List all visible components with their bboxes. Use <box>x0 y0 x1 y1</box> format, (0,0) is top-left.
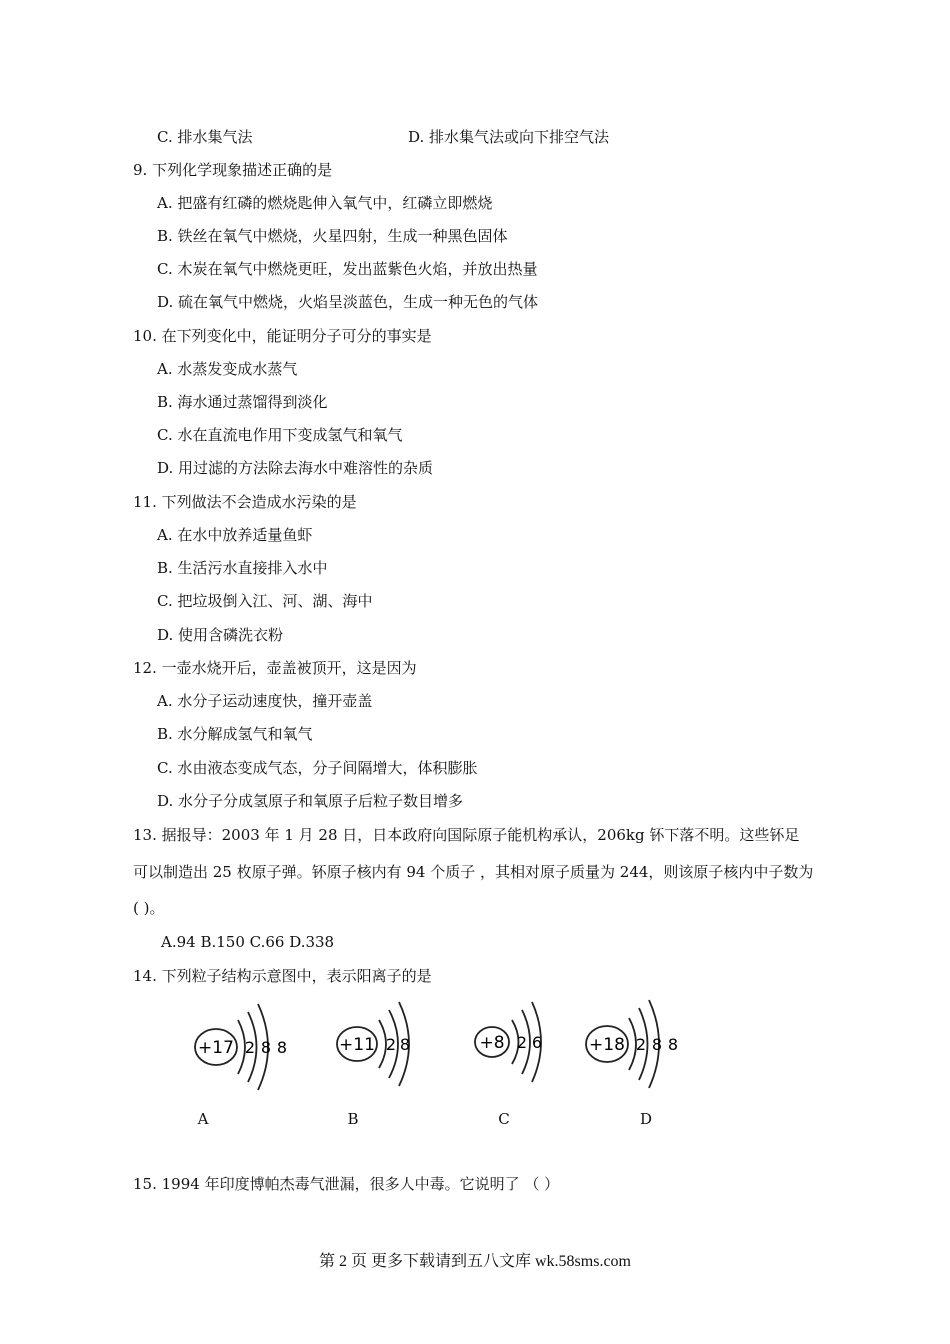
nucleus-charge-d: +18 <box>589 1035 625 1055</box>
shell-d-1: 2 <box>635 1035 647 1054</box>
nucleus-charge-b: +11 <box>339 1035 375 1055</box>
nucleus-charge-c: +8 <box>479 1033 505 1053</box>
q11-option-b: B. 生活污水直接排入水中 <box>157 559 328 577</box>
atom-diagram-a <box>190 998 290 1096</box>
atom-label-d: D <box>639 1110 653 1128</box>
atom-structure-diagrams <box>180 998 700 1098</box>
atom-label-a: A <box>197 1110 209 1128</box>
atom-diagram-c <box>472 998 572 1096</box>
question-13-line1: 13. 据报导：2003 年 1 月 28 日，日本政府向国际原子能机构承认，206kg 钚下落不明。这些钚足 <box>133 826 800 844</box>
q11-option-d: D. 使用含磷洗衣粉 <box>157 626 284 644</box>
question-13-line2: 可以制造出 25 枚原子弹。钚原子核内有 94 个质子 ，其相对原子质量为 244，则该原子核内中子数为 <box>133 863 814 881</box>
question-12: 12. 一壶水烧开后，壶盖被顶开，这是因为 <box>133 659 417 677</box>
q12-option-a: A. 水分子运动速度快，撞开壶盖 <box>157 692 373 710</box>
question-10: 10. 在下列变化中，能证明分子可分的事实是 <box>133 327 432 345</box>
q12-option-d: D. 水分子分成氢原子和氧原子后粒子数目增多 <box>157 792 464 810</box>
q9-option-b: B. 铁丝在氧气中燃烧，火星四射，生成一种黑色固体 <box>157 227 508 245</box>
q10-option-c: C. 水在直流电作用下变成氢气和氧气 <box>157 426 403 444</box>
shell-a-3: 8 <box>276 1038 288 1057</box>
q12-option-b: B. 水分解成氢气和氧气 <box>157 725 313 743</box>
q13-options: A.94 B.150 C.66 D.338 <box>161 933 335 951</box>
shell-d-2: 8 <box>651 1035 663 1054</box>
atom-diagram-d <box>580 998 680 1096</box>
shell-a-2: 8 <box>260 1038 272 1057</box>
q10-option-a: A. 水蒸发变成水蒸气 <box>157 360 298 378</box>
question-14: 14. 下列粒子结构示意图中，表示阳离子的是 <box>133 967 432 985</box>
atom-label-b: B <box>347 1110 359 1128</box>
shell-c-1: 2 <box>516 1033 528 1052</box>
q9-option-a: A. 把盛有红磷的燃烧匙伸入氧气中，红磷立即燃烧 <box>157 194 493 212</box>
shell-c-2: 6 <box>531 1033 543 1052</box>
atom-diagram-b <box>335 998 435 1096</box>
atom-label-c: C <box>498 1110 510 1128</box>
shell-a-1: 2 <box>244 1038 256 1057</box>
page-footer: 第 2 页 更多下载请到五八文库 wk.58sms.com <box>318 1253 631 1270</box>
question-9: 9. 下列化学现象描述正确的是 <box>133 161 333 179</box>
question-11: 11. 下列做法不会造成水污染的是 <box>133 493 357 511</box>
nucleus-charge-a: +17 <box>198 1038 234 1058</box>
q9-option-c: C. 木炭在氧气中燃烧更旺，发出蓝紫色火焰，并放出热量 <box>157 260 538 278</box>
question-13-line3: ( )。 <box>133 899 165 917</box>
q10-option-d: D. 用过滤的方法除去海水中难溶性的杂质 <box>157 459 434 477</box>
shell-b-1: 2 <box>385 1035 397 1054</box>
q11-option-c: C. 把垃圾倒入江、河、湖、海中 <box>157 592 373 610</box>
q11-option-a: A. 在水中放养适量鱼虾 <box>157 526 313 544</box>
q9-option-d: D. 硫在氧气中燃烧，火焰呈淡蓝色，生成一种无色的气体 <box>157 293 539 311</box>
shell-b-2: 8 <box>399 1035 411 1054</box>
q8-option-c: C. 排水集气法 <box>157 128 253 146</box>
q8-option-d: D. 排水集气法或向下排空气法 <box>408 128 610 146</box>
question-15: 15. 1994 年印度博帕杰毒气泄漏，很多人中毒。它说明了 （ ） <box>133 1175 560 1193</box>
q10-option-b: B. 海水通过蒸馏得到淡化 <box>157 393 328 411</box>
q12-option-c: C. 水由液态变成气态，分子间隔增大，体积膨胀 <box>157 759 478 777</box>
shell-d-3: 8 <box>667 1035 679 1054</box>
